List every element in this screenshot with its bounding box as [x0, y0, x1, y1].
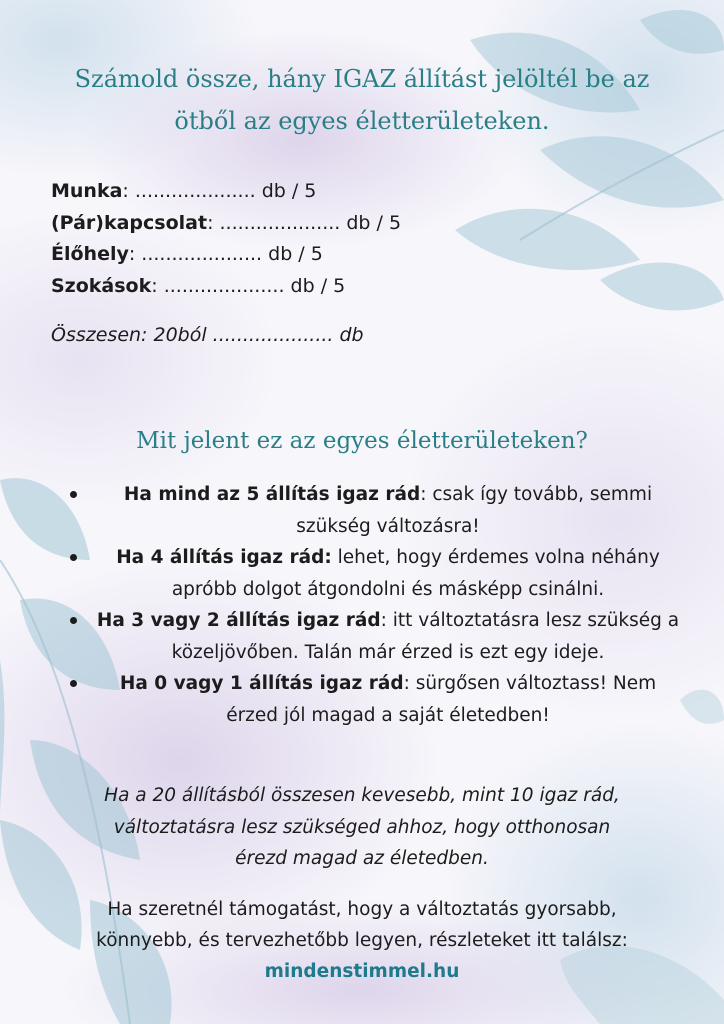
title-line-2: ötből az egyes életterületeken.	[174, 107, 550, 135]
bullet-icon	[70, 617, 77, 624]
tally-label: Élőhely	[51, 243, 129, 265]
tally-label: (Pár)kapcsolat	[51, 211, 208, 234]
tally-list	[51, 176, 651, 302]
call-to-action	[30, 894, 694, 987]
section-subtitle: Mit jelent ez az egyes életterületeken?	[136, 428, 588, 454]
cta-line-2: könnyebb, és tervezhetőbb legyen, részleteket itt találsz:	[96, 930, 628, 951]
list-item-bold: Ha 3 vagy 2 állítás igaz rád	[96, 610, 381, 631]
list-item-text: lehet, hogy érdemes volna néhány apróbb dolgot átgondolni és másképp csinálni.	[171, 547, 660, 600]
list-item-bold: Ha mind az 5 állítás igaz rád	[123, 484, 421, 505]
tally-blank: : .................... db / 5	[151, 274, 346, 297]
tally-label: Szokások	[51, 274, 152, 297]
summary-note	[40, 780, 684, 875]
list-item	[70, 668, 684, 731]
bullet-icon	[70, 491, 77, 498]
list-item-bold: Ha 4 állítás igaz rád:	[116, 547, 332, 568]
list-item	[70, 479, 684, 542]
list-item	[70, 542, 684, 605]
list-item-text: : csak így tovább, semmi szükség változásra!	[296, 484, 653, 537]
tally-blank: : .................... db / 5	[128, 243, 323, 265]
total-line: Összesen: 20ból .................... db	[51, 324, 364, 346]
tally-blank: : .................... db / 5	[122, 180, 317, 202]
tally-row-munka	[51, 176, 651, 208]
bullet-icon	[70, 554, 77, 561]
list-item	[70, 605, 684, 668]
list-item-bold: Ha 0 vagy 1 állítás igaz rád	[119, 673, 404, 694]
note-line-2: változtatásra lesz szükséged ahhoz, hogy otthonosan	[113, 816, 611, 838]
tally-row-parkapcsolat	[51, 208, 651, 240]
tally-blank: : .................... db / 5	[207, 211, 402, 234]
website-link[interactable]: mindenstimmel.hu	[264, 961, 460, 982]
list-item-text: : itt változtatásra lesz szükség a közeljövőben. Talán már érzed is ezt egy ideje.	[171, 610, 680, 663]
note-line-3: érezd magad az életedben.	[235, 848, 489, 869]
tally-row-szokasok	[51, 271, 651, 303]
tally-label: Munka	[51, 180, 123, 202]
bullet-icon	[70, 680, 77, 687]
result-list	[70, 479, 684, 731]
tally-row-elohely	[51, 239, 651, 271]
page-title	[40, 58, 684, 142]
cta-line-1: Ha szeretnél támogatást, hogy a változtatás gyorsabb,	[107, 899, 617, 920]
list-item-text: : sürgősen változtass! Nem érzed jól magad a saját életedben!	[226, 673, 657, 726]
title-line-1: Számold össze, hány IGAZ állítást jelöltél be az	[74, 65, 650, 93]
note-line-1: Ha a 20 állításból összesen kevesebb, mint 10 igaz rád,	[104, 785, 620, 806]
